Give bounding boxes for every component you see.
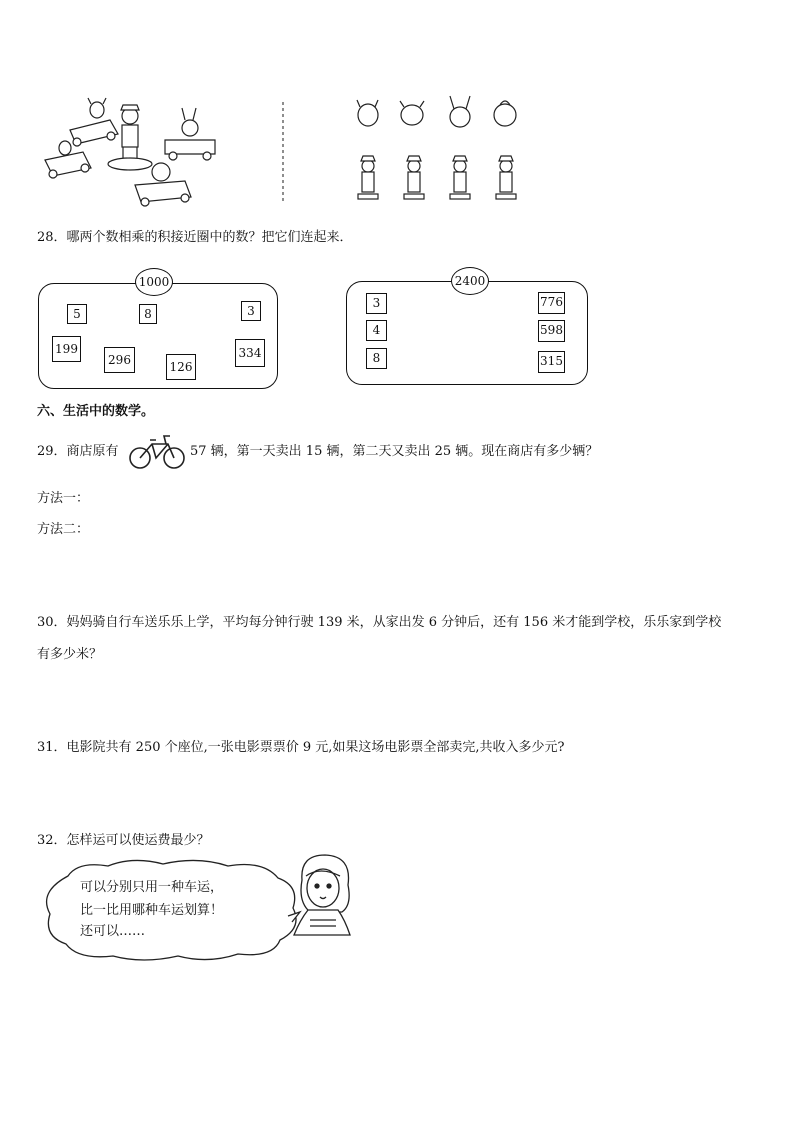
- question-29-text: 57 辆，第一天卖出 15 辆，第二天又卖出 25 辆。现在商店有多少辆？: [190, 444, 599, 459]
- bubble-line-3: 还可以……: [80, 924, 146, 939]
- method-1-label: 方法一：: [37, 491, 90, 506]
- officer-figures-image: [348, 152, 548, 207]
- number-box: 8: [139, 304, 157, 324]
- method-2-label: 方法二：: [37, 522, 90, 537]
- number-box: 296: [104, 347, 135, 373]
- target-circle-2400: 2400: [451, 267, 489, 295]
- question-30-line-1: 30．妈妈骑自行车送乐乐上学，平均每分钟行驶 139 米，从家出发 6 分钟后，还有 156 米才能到学校，乐乐家到学校: [37, 615, 722, 630]
- question-30-line-2: 有多少米？: [37, 647, 103, 662]
- child-character-image: [290, 850, 360, 950]
- bicycle-icon: [128, 430, 186, 470]
- number-box: 4: [366, 320, 387, 341]
- question-28: 28．哪两个数相乘的积接近圈中的数？把它们连起来．: [37, 230, 353, 245]
- animals-cars-scene-image: [35, 90, 225, 210]
- question-29-prefix: 29．商店原有: [37, 444, 119, 459]
- dashed-divider: [281, 102, 285, 202]
- question-32: 32．怎样运可以使运费最少？: [37, 833, 210, 848]
- number-box: 334: [235, 339, 265, 367]
- number-box: 126: [166, 354, 196, 380]
- number-box: 199: [52, 336, 81, 362]
- target-circle-1000: 1000: [135, 268, 173, 296]
- bubble-line-2: 比一比用哪种车运划算！: [80, 903, 224, 918]
- number-box: 8: [366, 348, 387, 369]
- animal-heads-image: [350, 95, 550, 135]
- question-31: 31．电影院共有 250 个座位,一张电影票票价 9 元,如果这场电影票全部卖完,共收入多少元?: [37, 740, 565, 755]
- section-6-title: 六、生活中的数学。: [37, 404, 155, 419]
- number-box: 315: [538, 351, 565, 373]
- number-box: 3: [366, 293, 387, 314]
- number-box: 598: [538, 320, 565, 342]
- number-box: 5: [67, 304, 87, 324]
- top-illustration: [30, 90, 570, 210]
- number-box: 776: [538, 292, 565, 314]
- bubble-line-1: 可以分别只用一种车运，: [80, 880, 224, 895]
- number-box: 3: [241, 301, 261, 321]
